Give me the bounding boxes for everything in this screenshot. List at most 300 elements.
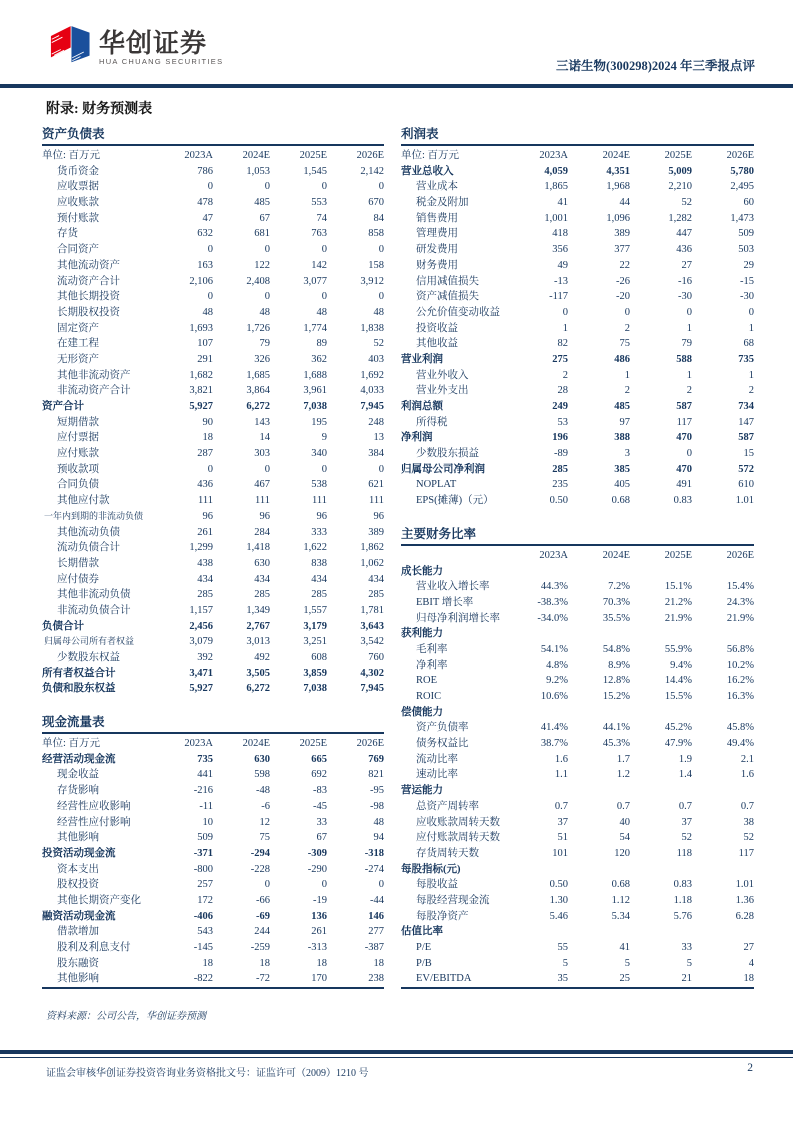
table-row xyxy=(42,493,384,509)
cell-value: -48 xyxy=(256,785,270,797)
table-row xyxy=(42,587,384,603)
row-label: 股权投资 xyxy=(57,879,99,891)
row-label: 少数股东损益 xyxy=(416,448,479,460)
cell-value: 572 xyxy=(738,463,754,475)
cell-value: 403 xyxy=(368,353,384,365)
cell-value: 1.6 xyxy=(554,753,568,765)
balance-sheet-table xyxy=(42,127,384,697)
cell-value: 491 xyxy=(676,479,692,491)
cell-value: 4,302 xyxy=(360,667,384,679)
row-label: 资本支出 xyxy=(57,863,99,875)
table-row xyxy=(42,211,384,227)
cell-value: 1.1 xyxy=(554,769,568,781)
year-column-header: 2023A xyxy=(539,150,568,161)
row-label: 营业成本 xyxy=(416,181,458,193)
row-label: 其他长期资产变化 xyxy=(57,894,141,906)
row-label: 其他非流动负债 xyxy=(57,589,131,601)
cell-value: 2 xyxy=(624,322,630,334)
cell-value: -800 xyxy=(193,863,213,875)
row-label: 应付票据 xyxy=(57,432,99,444)
table-row xyxy=(401,462,754,478)
cell-value: 0 xyxy=(686,306,692,318)
cell-value: 12 xyxy=(259,816,270,828)
cell-value: 44 xyxy=(619,197,630,209)
cell-value: 0 xyxy=(207,244,213,256)
cell-value: 2 xyxy=(686,385,692,397)
appendix-title: 附录: 财务预测表 xyxy=(46,102,153,117)
cell-value: -95 xyxy=(370,785,384,797)
cell-value: 10.2% xyxy=(726,659,754,671)
cell-value: 10.6% xyxy=(540,691,568,702)
year-column-header: 2024E xyxy=(242,738,270,750)
cell-value: 377 xyxy=(614,244,630,256)
table-row xyxy=(401,877,754,893)
cell-value: -6 xyxy=(261,800,270,812)
table-row xyxy=(401,305,754,321)
cell-value: 1,688 xyxy=(303,369,327,381)
source-note: 资料来源：公司公告，华创证券预测 xyxy=(46,1011,206,1023)
cell-value: 45.8% xyxy=(726,722,754,734)
cell-value: 1 xyxy=(686,322,692,334)
cell-value: 0 xyxy=(321,879,327,891)
cell-value xyxy=(630,564,692,580)
cell-value: 1.01 xyxy=(735,879,754,891)
row-label: 预付账款 xyxy=(57,212,99,224)
cell-value: 0 xyxy=(378,291,384,303)
cell-value: 485 xyxy=(614,401,630,412)
table-row xyxy=(401,179,754,195)
table-row xyxy=(401,862,754,878)
brand-name-en: HUA CHUANG SECURITIES xyxy=(99,57,224,66)
cell-value: 4,033 xyxy=(360,385,384,397)
cell-value: 170 xyxy=(311,973,327,985)
row-label: 资产负债率 xyxy=(416,722,469,734)
cell-value: 1,682 xyxy=(189,369,213,381)
table-row xyxy=(401,430,754,446)
cell-value: 27 xyxy=(743,942,754,953)
cell-value: 18 xyxy=(373,957,384,969)
year-column-header: 2025E xyxy=(664,549,692,561)
cell-value: 735 xyxy=(197,753,213,765)
table-row xyxy=(401,705,754,721)
row-label: 流动比率 xyxy=(416,753,458,765)
row-label: EV/EBITDA xyxy=(416,973,472,985)
cell-value: 1,692 xyxy=(360,369,384,381)
cell-value: 0 xyxy=(207,181,213,193)
cell-value xyxy=(630,862,692,878)
table-row xyxy=(401,383,754,399)
cell-value: 96 xyxy=(202,510,213,522)
cell-value: 434 xyxy=(197,573,213,585)
huachuang-cube-icon xyxy=(46,22,92,73)
cell-value: -406 xyxy=(193,910,213,922)
cell-value: 1 xyxy=(686,369,692,381)
table-row xyxy=(42,446,384,462)
table-row xyxy=(401,493,754,509)
cell-value: 478 xyxy=(197,197,213,209)
cell-value: 18 xyxy=(316,957,327,969)
table-row xyxy=(401,415,754,431)
cell-value: 0.83 xyxy=(673,495,692,507)
row-label: NOPLAT xyxy=(416,479,457,491)
cell-value: 15.5% xyxy=(664,691,692,702)
cell-value: 48 xyxy=(373,816,384,828)
cell-value: 40 xyxy=(619,816,630,828)
cell-value: 261 xyxy=(311,926,327,938)
table-row xyxy=(42,956,384,972)
cell-value xyxy=(568,626,630,642)
table-row xyxy=(401,893,754,909)
cell-value: 53 xyxy=(557,416,568,428)
cell-value: 75 xyxy=(619,338,630,350)
cell-value xyxy=(630,783,692,799)
table-row xyxy=(42,877,384,893)
table-row xyxy=(42,556,384,572)
row-label: 非流动负债合计 xyxy=(57,604,131,616)
table-title: 资产负债表 xyxy=(42,127,384,146)
row-label: 归属母公司所有者权益 xyxy=(44,636,135,647)
cell-value: 1.01 xyxy=(735,495,754,507)
cell-value: -30 xyxy=(678,291,692,303)
row-label: 销售费用 xyxy=(416,212,458,224)
cell-value: 1.18 xyxy=(673,894,692,906)
cell-value: 0 xyxy=(207,463,213,475)
cell-value: 41.4% xyxy=(540,722,568,734)
row-label: 营业外收入 xyxy=(416,369,469,381)
cell-value: 18 xyxy=(202,957,213,969)
table-row xyxy=(42,462,384,478)
row-label: 净利润 xyxy=(401,432,433,444)
cell-value: 1,862 xyxy=(360,542,384,554)
row-label: 营业收入增长率 xyxy=(416,581,490,593)
cell-value: 74 xyxy=(316,212,327,224)
year-column-header: 2025E xyxy=(299,150,327,161)
cell-value: 434 xyxy=(368,573,384,585)
row-label: EBIT 增长率 xyxy=(416,596,474,608)
cell-value: 553 xyxy=(311,197,327,209)
cell-value: 101 xyxy=(552,847,568,859)
cell-value xyxy=(568,783,630,799)
table-row xyxy=(42,799,384,815)
cell-value: -98 xyxy=(370,800,384,812)
cell-value: -259 xyxy=(250,942,270,953)
cell-value: 235 xyxy=(552,479,568,491)
row-label: 应收票据 xyxy=(57,181,99,193)
cell-value xyxy=(506,564,568,580)
cell-value: 436 xyxy=(676,244,692,256)
table-row xyxy=(42,862,384,878)
cell-value: 285 xyxy=(254,589,270,601)
cell-value: 434 xyxy=(311,573,327,585)
table-row xyxy=(401,799,754,815)
cell-value: 1,418 xyxy=(246,542,270,554)
cell-value: 0 xyxy=(264,879,270,891)
table-row xyxy=(401,274,754,290)
cell-value: 1,473 xyxy=(730,212,754,224)
cell-value: 0.7 xyxy=(678,800,692,812)
row-label: 应收账款 xyxy=(57,197,99,209)
cell-value: -83 xyxy=(313,785,327,797)
cell-value: 0 xyxy=(378,879,384,891)
cell-value: 7.2% xyxy=(608,581,630,593)
cell-value: 1 xyxy=(748,322,754,334)
cell-value: 55.9% xyxy=(664,643,692,655)
table-row xyxy=(401,626,754,642)
cell-value: -19 xyxy=(313,894,327,906)
row-label: 非流动资产合计 xyxy=(57,385,131,397)
row-label: P/B xyxy=(416,957,432,969)
cell-value: 838 xyxy=(311,557,327,569)
cell-value: 0 xyxy=(378,181,384,193)
cell-value: 60 xyxy=(743,197,754,209)
table-row xyxy=(401,211,754,227)
cell-value: -30 xyxy=(740,291,754,303)
table-row xyxy=(42,971,384,987)
cell-value: 9.2% xyxy=(546,675,568,687)
cell-value xyxy=(506,862,568,878)
cell-value: 146 xyxy=(368,910,384,922)
cell-value: 96 xyxy=(259,510,270,522)
cell-value: 0.83 xyxy=(673,879,692,891)
cell-value: 384 xyxy=(368,448,384,460)
table-row xyxy=(401,658,754,674)
row-label: 所有者权益合计 xyxy=(42,667,116,679)
table-row xyxy=(42,179,384,195)
cell-value: 0.68 xyxy=(611,495,630,507)
cell-value: 2.1 xyxy=(740,753,754,765)
cell-value: 196 xyxy=(552,432,568,444)
cell-value: 2 xyxy=(562,369,568,381)
cell-value: 6.28 xyxy=(735,910,754,922)
table-row xyxy=(401,689,754,705)
row-label: 总资产周转率 xyxy=(416,800,479,812)
cell-value xyxy=(630,705,692,721)
cell-value: 0.7 xyxy=(740,800,754,812)
cell-value: 35.5% xyxy=(602,612,630,624)
cell-value: 107 xyxy=(197,338,213,350)
huachuang-logo xyxy=(46,22,223,73)
cell-value: 587 xyxy=(738,432,754,444)
cell-value: 2,142 xyxy=(360,165,384,177)
cell-value: 389 xyxy=(614,228,630,240)
cell-value: 52 xyxy=(681,832,692,844)
cell-value xyxy=(506,626,568,642)
cell-value: 79 xyxy=(681,338,692,350)
cell-value: 1,865 xyxy=(544,181,568,193)
cell-value: 41 xyxy=(557,197,568,209)
row-label: 短期借款 xyxy=(57,416,99,428)
row-label: 流动负债合计 xyxy=(57,542,120,554)
table-row xyxy=(42,274,384,290)
cell-value: -15 xyxy=(740,275,754,287)
row-label: 货币资金 xyxy=(57,165,99,177)
cell-value: 1,693 xyxy=(189,322,213,334)
table-row xyxy=(42,336,384,352)
cell-value: 117 xyxy=(738,847,754,859)
cell-value: 14.4% xyxy=(664,675,692,687)
cell-value: 287 xyxy=(197,448,213,460)
cell-value: 333 xyxy=(311,526,327,538)
table-row xyxy=(401,971,754,987)
cell-value: -822 xyxy=(193,973,213,985)
cell-value: 670 xyxy=(368,197,384,209)
cell-value: 5,927 xyxy=(189,683,213,695)
table-row xyxy=(42,242,384,258)
table-row xyxy=(42,352,384,368)
left-column xyxy=(42,127,384,1022)
cell-value: 96 xyxy=(373,510,384,522)
cell-value: 1,299 xyxy=(189,542,213,554)
table-row xyxy=(42,572,384,588)
row-label: 公允价值变动收益 xyxy=(416,306,500,318)
cell-value: 2,767 xyxy=(246,620,270,632)
cell-value: 485 xyxy=(254,197,270,209)
year-column-header: 2024E xyxy=(602,150,630,161)
cell-value: -20 xyxy=(616,291,630,303)
cell-value: 1,157 xyxy=(189,604,213,616)
cell-value: 630 xyxy=(254,557,270,569)
cell-value: 509 xyxy=(197,832,213,844)
cell-value: 84 xyxy=(373,212,384,224)
cell-value: 285 xyxy=(368,589,384,601)
cell-value: 598 xyxy=(254,769,270,781)
table-row xyxy=(42,477,384,493)
cell-value: 3,251 xyxy=(303,636,327,648)
cell-value: 385 xyxy=(614,463,630,475)
cell-value: 441 xyxy=(197,769,213,781)
cell-value: 5,009 xyxy=(668,165,692,177)
cell-value: 434 xyxy=(254,573,270,585)
cell-value: 734 xyxy=(738,401,754,412)
right-column xyxy=(401,127,754,1022)
cell-value: 45.2% xyxy=(664,722,692,734)
cell-value: -294 xyxy=(250,847,270,859)
table-row xyxy=(401,258,754,274)
table-row xyxy=(401,289,754,305)
row-label: 投资收益 xyxy=(416,322,458,334)
cell-value xyxy=(692,705,754,721)
year-column-header: 2025E xyxy=(299,738,327,750)
cell-value: 249 xyxy=(552,401,568,412)
cell-value: 21.9% xyxy=(726,612,754,624)
row-label: 营业总收入 xyxy=(401,165,454,177)
cell-value: 1,838 xyxy=(360,322,384,334)
cell-value: 44.1% xyxy=(602,722,630,734)
table-row xyxy=(42,603,384,619)
cell-value: 52 xyxy=(743,832,754,844)
cell-value: -11 xyxy=(199,800,213,812)
cell-value: 90 xyxy=(202,416,213,428)
cell-value: 15.2% xyxy=(602,691,630,702)
cell-value: 14 xyxy=(259,432,270,444)
table-row xyxy=(42,321,384,337)
cell-value xyxy=(630,626,692,642)
cell-value: 147 xyxy=(738,416,754,428)
row-label: 经营性应收影响 xyxy=(57,800,131,812)
cell-value: 3,471 xyxy=(189,667,213,679)
cell-value: 284 xyxy=(254,526,270,538)
row-label: 营运能力 xyxy=(401,785,443,797)
cell-value: 52 xyxy=(681,197,692,209)
cell-value: 486 xyxy=(614,353,630,365)
cell-value: 405 xyxy=(614,479,630,491)
table-row xyxy=(42,305,384,321)
cell-value: 1,053 xyxy=(246,165,270,177)
table-row xyxy=(42,399,384,415)
table-row xyxy=(401,909,754,925)
cell-value: 48 xyxy=(259,306,270,318)
table-row xyxy=(401,564,754,580)
income-statement-table xyxy=(401,127,754,509)
row-label: 成长能力 xyxy=(401,565,443,577)
cell-value: 0.68 xyxy=(611,879,630,891)
table-title: 利润表 xyxy=(401,127,754,146)
row-label: 在建工程 xyxy=(57,338,99,350)
row-label: 其他影响 xyxy=(57,832,99,844)
table-row xyxy=(401,736,754,752)
cell-value: 3,912 xyxy=(360,275,384,287)
cell-value: 47.9% xyxy=(664,738,692,750)
cell-value: 2 xyxy=(624,385,630,397)
cell-value: 0 xyxy=(321,291,327,303)
cell-value xyxy=(692,626,754,642)
cell-value: -309 xyxy=(307,847,327,859)
row-label: ROIC xyxy=(416,691,442,702)
cell-value: 1.30 xyxy=(549,894,568,906)
cell-value: 303 xyxy=(254,448,270,460)
cell-value: 610 xyxy=(738,479,754,491)
cell-value: 0 xyxy=(378,463,384,475)
cell-value: 1,557 xyxy=(303,604,327,616)
cell-value xyxy=(692,924,754,940)
cell-value: 5 xyxy=(624,957,630,969)
financial-ratios-table xyxy=(401,527,754,989)
cell-value: 0 xyxy=(207,291,213,303)
table-row xyxy=(42,619,384,635)
cell-value: 632 xyxy=(197,228,213,240)
table-row xyxy=(401,673,754,689)
cell-value: 1,096 xyxy=(606,212,630,224)
cell-value: 47 xyxy=(202,212,213,224)
cell-value: 0 xyxy=(264,244,270,256)
row-label: 偿债能力 xyxy=(401,706,443,718)
cell-value xyxy=(568,924,630,940)
cell-value: 0 xyxy=(686,448,692,460)
year-column-header: 2026E xyxy=(356,150,384,161)
row-label: 应付账款周转天数 xyxy=(416,832,500,844)
row-label: 其他非流动资产 xyxy=(57,369,131,381)
page-number: 2 xyxy=(747,1062,753,1074)
cell-value: 22 xyxy=(619,259,630,271)
cell-value: 111 xyxy=(198,495,213,507)
cell-value: 44.3% xyxy=(540,581,568,593)
cell-value: 0.50 xyxy=(549,495,568,507)
row-label: 负债合计 xyxy=(42,620,84,632)
unit-label: 单位: 百万元 xyxy=(42,150,101,161)
cell-value: -216 xyxy=(193,785,213,797)
table-row xyxy=(42,681,384,697)
cell-value: 5.76 xyxy=(673,910,692,922)
cell-value: 2 xyxy=(748,385,754,397)
row-label: 营业外支出 xyxy=(416,385,469,397)
cell-value: 1.2 xyxy=(616,769,630,781)
cell-value: 1,545 xyxy=(303,165,327,177)
row-label: 净利率 xyxy=(416,659,448,671)
table-row xyxy=(401,940,754,956)
table-row xyxy=(42,815,384,831)
cell-value xyxy=(506,783,568,799)
row-label: 每股收益 xyxy=(416,879,458,891)
